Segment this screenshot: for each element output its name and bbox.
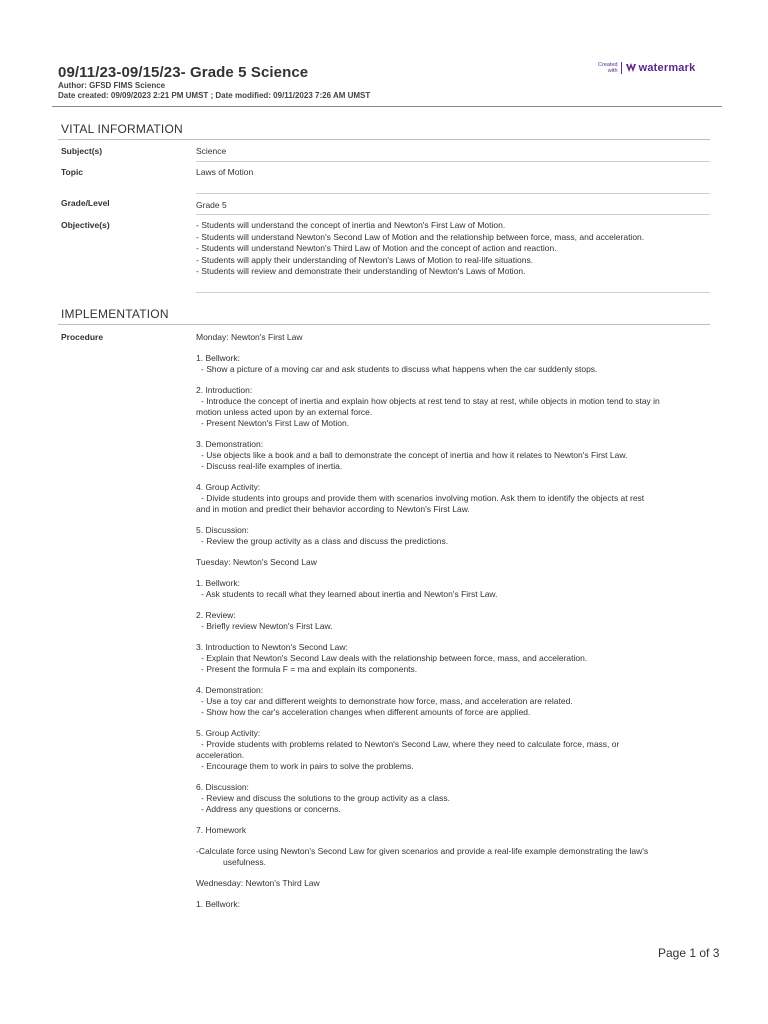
paragraph-gap (196, 600, 710, 610)
procedure-line: - Ask students to recall what they learned about inertia and Newton's First Law. (201, 589, 498, 599)
procedure-content (196, 332, 710, 910)
row-label: Subject(s) (61, 146, 103, 156)
header-divider (52, 106, 722, 107)
procedure-line: - Briefly review Newton's First Law. (201, 621, 333, 631)
procedure-line: - Present the formula F = ma and explain its components. (201, 664, 418, 674)
watermark-logo (598, 62, 695, 74)
paragraph-gap (196, 718, 710, 728)
paragraph-gap (196, 772, 710, 782)
procedure-line: Tuesday: Newton's Second Law (196, 557, 317, 567)
procedure-line: 4. Group Activity: (196, 482, 261, 492)
paragraph-gap (196, 632, 710, 642)
procedure-line: 5. Group Activity: (196, 728, 261, 738)
paragraph-gap (196, 568, 710, 578)
procedure-line: - Encourage them to work in pairs to solve the problems. (201, 761, 414, 771)
page-number: Page 1 of 3 (658, 946, 720, 960)
procedure-line: - Explain that Newton's Second Law deals with the relationship between force, mass, and acceleration. (201, 653, 588, 663)
procedure-line: - Discuss real-life examples of inertia. (201, 461, 343, 471)
paragraph-gap (196, 889, 710, 899)
procedure-line: 4. Demonstration: (196, 685, 264, 695)
procedure-line: 2. Review: (196, 610, 236, 620)
row-label: Objective(s) (61, 220, 110, 230)
procedure-line: - Review the group activity as a class and discuss the predictions. (201, 536, 449, 546)
row-value: Grade 5 (196, 200, 227, 210)
row-divider (196, 292, 710, 293)
procedure-label: Procedure (61, 332, 104, 342)
procedure-line: 6. Discussion: (196, 782, 249, 792)
paragraph-gap (196, 515, 710, 525)
paragraph-gap (196, 472, 710, 482)
procedure-line: Monday: Newton's First Law (196, 332, 303, 342)
procedure-line: - Address any questions or concerns. (201, 804, 341, 814)
paragraph-gap (196, 343, 710, 353)
row-value: Science (196, 146, 227, 156)
paragraph-gap (196, 429, 710, 439)
paragraph-gap (196, 868, 710, 878)
dates-line: Date created: 09/09/2023 2:21 PM UMST ; Date modified: 09/11/2023 7:26 AM UMST (58, 91, 371, 100)
procedure-line: 1. Bellwork: (196, 353, 240, 363)
paragraph-gap (196, 675, 710, 685)
author-line: Author: GFSD FIMS Science (58, 81, 166, 90)
procedure-line: 1. Bellwork: (196, 578, 240, 588)
procedure-line: usefulness. (223, 857, 266, 867)
procedure-line: - Show how the car's acceleration changes when different amounts of force are applied. (201, 707, 531, 717)
row-divider (196, 161, 710, 162)
section-title-vital-information: VITAL INFORMATION (61, 122, 183, 136)
objective-item: - Students will apply their understanding of Newton's Laws of Motion to real-life situations. (196, 254, 534, 265)
procedure-line: 3. Demonstration: (196, 439, 264, 449)
procedure-line: - Show a picture of a moving car and ask students to discuss what happens when the car suddenly stops. (201, 364, 598, 374)
objective-item: - Students will understand the concept of inertia and Newton's First Law of Motion. (196, 220, 506, 230)
paragraph-gap (196, 836, 710, 846)
procedure-line: 5. Discussion: (196, 525, 249, 535)
watermark-logo-icon (625, 62, 637, 74)
procedure-line: -Calculate force using Newton's Second Law for given scenarios and provide a real-life example demonstrating the law's (196, 846, 649, 856)
objective-item: - Students will understand Newton's Third Law of Motion and the concept of action and reaction. (196, 243, 557, 253)
row-divider (196, 193, 710, 194)
section-title-implementation: IMPLEMENTATION (61, 307, 169, 321)
procedure-line: motion unless acted upon by an external force. (196, 407, 373, 417)
objective-item: - Students will understand Newton's Second Law of Motion and the relationship between force, mass, and acceleration. (196, 231, 645, 242)
procedure-line: - Provide students with problems related to Newton's Second Law, where they need to calculate force, mass, or (201, 739, 620, 749)
document-title: 09/11/23-09/15/23- Grade 5 Science (58, 64, 309, 81)
paragraph-gap (196, 815, 710, 825)
procedure-line: - Use a toy car and different weights to demonstrate how force, mass, and acceleration are related. (201, 696, 573, 706)
created-with-label: Created with (598, 62, 618, 74)
paragraph-gap (196, 375, 710, 385)
row-label: Topic (61, 167, 84, 177)
row-label: Grade/Level (61, 198, 110, 208)
section-divider (58, 324, 710, 325)
procedure-line: - Review and discuss the solutions to the group activity as a class. (201, 793, 450, 803)
procedure-line: - Introduce the concept of inertia and explain how objects at rest tend to stay at rest, while objects in motion tend to stay in (201, 396, 660, 406)
section-divider (58, 139, 710, 140)
procedure-line: acceleration. (196, 750, 245, 760)
objective-item: - Students will review and demonstrate their understanding of Newton's Laws of Motion. (196, 266, 526, 276)
row-divider (196, 214, 710, 215)
paragraph-gap (196, 547, 710, 557)
procedure-line: and in motion and predict their behavior according to Newton's First Law. (196, 504, 470, 514)
procedure-line: 3. Introduction to Newton's Second Law: (196, 642, 348, 652)
brand-name: watermark (638, 62, 696, 74)
procedure-line: - Use objects like a book and a ball to demonstrate the concept of inertia and how it relates to Newton's First Law. (201, 450, 628, 460)
procedure-line: 2. Introduction: (196, 385, 253, 395)
procedure-line: 7. Homework (196, 825, 247, 835)
row-value: Laws of Motion (196, 167, 254, 177)
objectives-list (196, 220, 710, 278)
procedure-line: - Present Newton's First Law of Motion. (201, 418, 350, 428)
procedure-line: - Divide students into groups and provide them with scenarios involving motion. Ask them to identify the objects at rest (201, 493, 645, 503)
logo-divider (621, 62, 622, 74)
procedure-line: 1. Bellwork: (196, 899, 240, 909)
procedure-line: Wednesday: Newton's Third Law (196, 878, 320, 888)
